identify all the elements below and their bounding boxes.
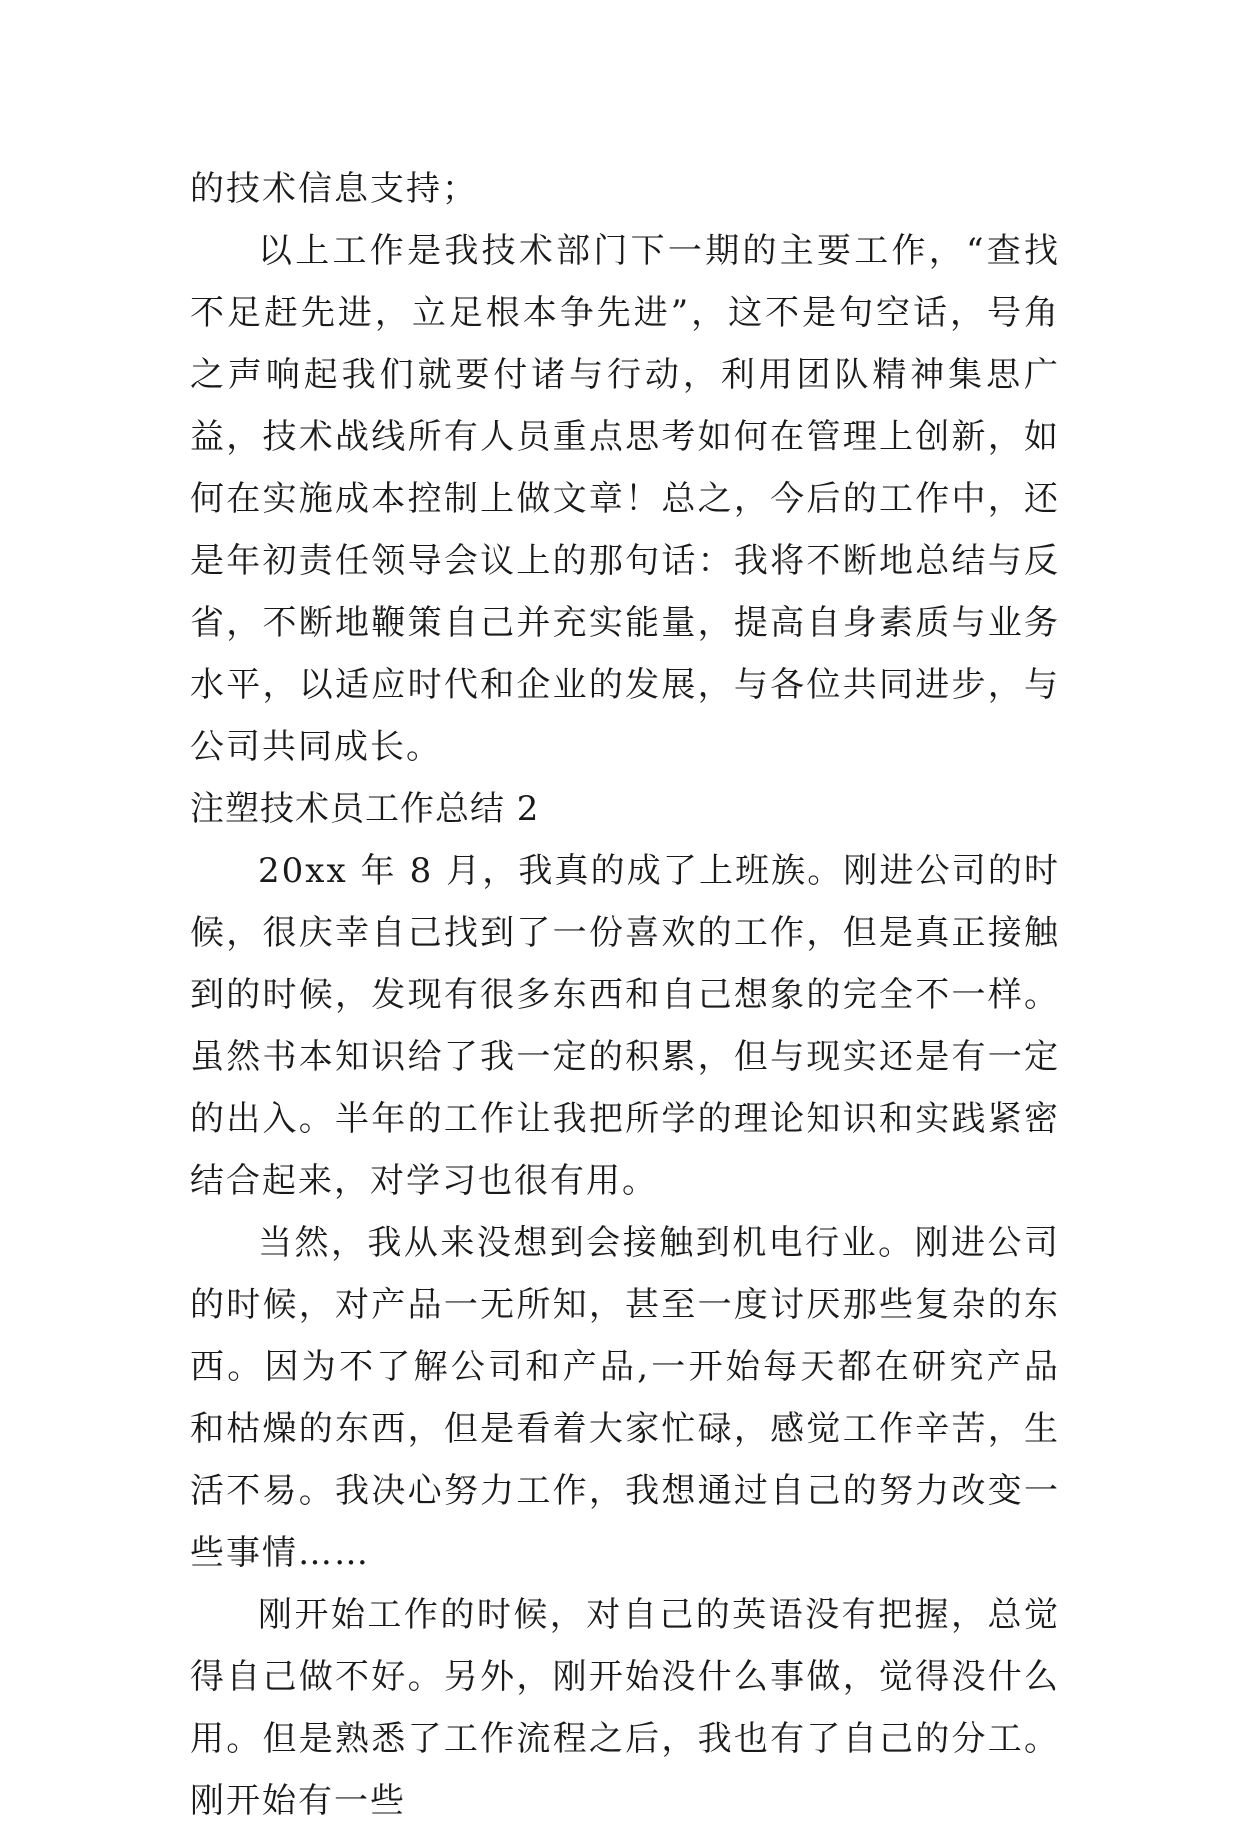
paragraph-electromechanical-industry: 当然，我从来没想到会接触到机电行业。刚进公司的时候，对产品一无所知，甚至一度讨厌那些复杂的东西。因为不了解公司和产品,一开始每天都在研究产品和枯燥的东西，但是看着大家忙碌，感觉工作辛苦，生活不易。我决心努力工作，我想通过自己的努力改变一些事情……	[190, 1223, 1060, 1573]
paragraph-continuation: 的技术信息支持；	[190, 169, 478, 209]
document-body	[190, 158, 1060, 1832]
section-heading: 注塑技术员工作总结 2	[190, 789, 540, 829]
paragraph-work-plan-conclusion: 以上工作是我技术部门下一期的主要工作，“查找不足赶先进，立足根本争先进”，这不是句空话，号角之声响起我们就要付诸与行动，利用团队精神集思广益，技术战线所有人员重点思考如何在管理上创新，如何在实施成本控制上做文章！总之，今后的工作中，还是年初责任领导会议上的那句话：我将不断地总结与反省，不断地鞭策自己并充实能量，提高自身素质与业务水平，以适应时代和企业的发展，与各位共同进步，与公司共同成长。	[190, 231, 1060, 767]
paragraph-joining-company: 20xx 年 8 月，我真的成了上班族。刚进公司的时候，很庆幸自己找到了一份喜欢的工作，但是真正接触到的时候，发现有很多东西和自己想象的完全不一样。虽然书本知识给了我一定的积累，但与现实还是有一定的出入。半年的工作让我把所学的理论知识和实践紧密结合起来，对学习也很有用。	[190, 851, 1060, 1201]
paragraph-starting-work: 刚开始工作的时候，对自己的英语没有把握，总觉得自己做不好。另外，刚开始没什么事做，觉得没什么用。但是熟悉了工作流程之后，我也有了自己的分工。刚开始有一些	[190, 1595, 1060, 1821]
